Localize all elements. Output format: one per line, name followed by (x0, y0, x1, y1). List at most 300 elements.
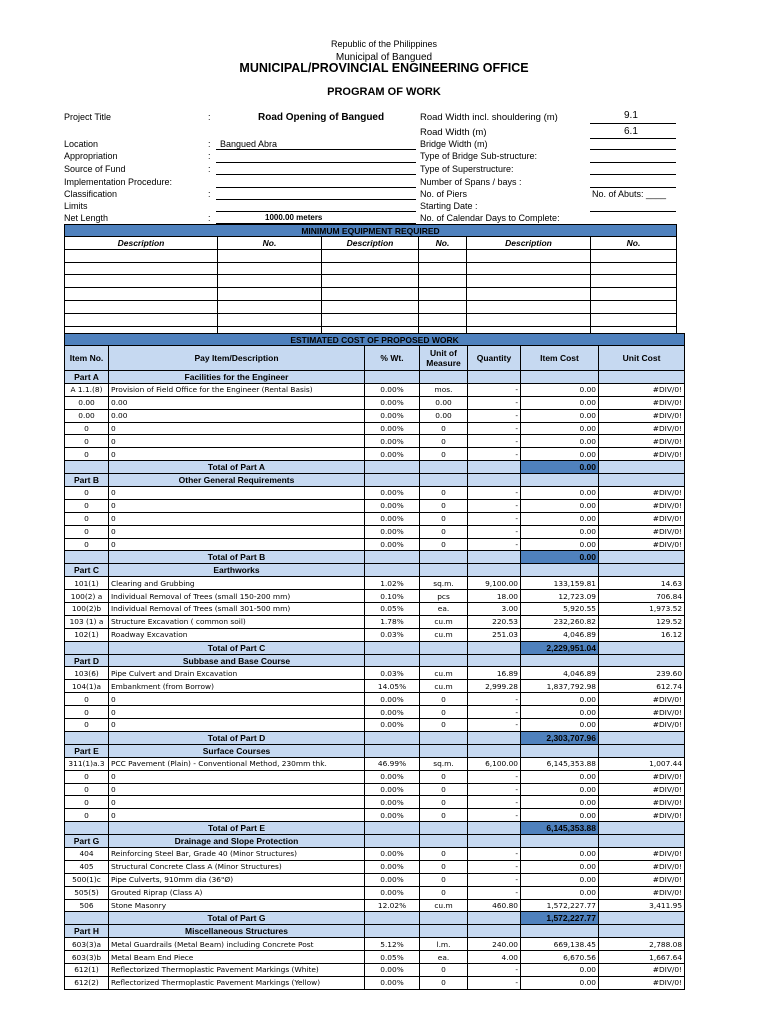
table-cell: 0 (65, 693, 109, 706)
empty-cell (468, 474, 521, 487)
empty-cell (599, 641, 685, 654)
table-cell: 0 (420, 512, 468, 525)
equipment-table (64, 224, 677, 339)
table-cell: 0 (65, 487, 109, 500)
table-cell: 220.53 (468, 615, 521, 628)
table-cell: 0 (65, 499, 109, 512)
empty-cell (365, 551, 420, 564)
table-cell: 0.00 (521, 487, 599, 500)
empty-cell (365, 641, 420, 654)
part-label: Part A (65, 371, 109, 384)
table-cell: 0.00% (365, 538, 420, 551)
total-label: Total of Part A (109, 461, 365, 474)
empty-cell (599, 822, 685, 835)
table-cell: 0.00 (521, 719, 599, 732)
table-cell: 5.12% (365, 938, 420, 951)
table-cell: - (468, 435, 521, 448)
table-cell: 0.00 (521, 770, 599, 783)
bridge-width-label: Bridge Width (m) (420, 139, 488, 149)
empty-cell (521, 474, 599, 487)
table-cell: 0 (420, 847, 468, 860)
table-cell: - (468, 499, 521, 512)
table-cell: 1,007.44 (599, 757, 685, 770)
empty-cell (420, 744, 468, 757)
table-cell: Individual Removal of Trees (small 301-500 mm) (109, 603, 365, 616)
table-cell: A 1.1.(8) (65, 383, 109, 396)
empty-cell (420, 474, 468, 487)
part-label: Part C (65, 564, 109, 577)
classification-field (216, 199, 416, 200)
table-row (65, 667, 685, 680)
table-cell: 4,046.89 (521, 628, 599, 641)
superstructure-label: Type of Superstructure: (420, 164, 514, 174)
colon: : (208, 112, 211, 122)
empty-cell (420, 461, 468, 474)
table-cell: - (468, 512, 521, 525)
table-cell: 12,723.09 (521, 590, 599, 603)
table-cell: 0.05% (365, 603, 420, 616)
table-cell: Embankment (from Borrow) (109, 680, 365, 693)
empty-cell (65, 822, 109, 835)
table-cell: #DIV/0! (599, 538, 685, 551)
table-cell: Clearing and Grubbing (109, 577, 365, 590)
table-cell: - (468, 383, 521, 396)
table-cell: 1,572,227.77 (521, 899, 599, 912)
empty-cell (365, 925, 420, 938)
table-cell: 0.00 (521, 512, 599, 525)
table-cell: 0.00 (109, 409, 365, 422)
table-cell: 0.00 (521, 693, 599, 706)
starting-date-field (590, 211, 676, 212)
table-cell: 0 (109, 719, 365, 732)
table-row (65, 783, 685, 796)
total-row (65, 551, 685, 564)
table-cell: 239.60 (599, 667, 685, 680)
table-cell: 4,046.89 (521, 667, 599, 680)
table-cell: 0 (109, 809, 365, 822)
table-cell: 669,138.45 (521, 938, 599, 951)
equip-row (65, 313, 677, 326)
location-value: Bangued Abra (220, 139, 278, 149)
table-cell: 0 (109, 693, 365, 706)
table-cell: 0 (420, 963, 468, 976)
equip-col-description: Description (467, 237, 591, 250)
table-cell: 0 (65, 770, 109, 783)
table-cell: 0.00 (521, 706, 599, 719)
table-row (65, 847, 685, 860)
table-cell: 0.00 (521, 860, 599, 873)
table-cell: #DIV/0! (599, 499, 685, 512)
table-cell: - (468, 487, 521, 500)
empty-cell (468, 925, 521, 938)
table-cell: PCC Pavement (Plain) - Conventional Method, 230mm thk. (109, 757, 365, 770)
colon: : (208, 164, 211, 174)
empty-cell (365, 835, 420, 848)
table-cell: #DIV/0! (599, 383, 685, 396)
empty-cell (521, 564, 599, 577)
table-cell: Pipe Culverts, 910mm dia (36"Ø) (109, 873, 365, 886)
table-cell: Stone Masonry (109, 899, 365, 912)
table-row (65, 538, 685, 551)
empty-cell (420, 835, 468, 848)
table-cell: 0.00 (420, 409, 468, 422)
implementation-label: Implementation Procedure: (64, 177, 173, 187)
col-item-no: Item No. (65, 346, 109, 371)
empty-cell (468, 835, 521, 848)
table-cell: 0.00 (521, 886, 599, 899)
table-row (65, 499, 685, 512)
calendar-days-label: No. of Calendar Days to Complete: (420, 213, 560, 223)
table-cell: 706.84 (599, 590, 685, 603)
table-cell: 0.00 (521, 422, 599, 435)
empty-cell (599, 912, 685, 925)
table-cell: 603(3)a (65, 938, 109, 951)
table-cell: 0.00% (365, 422, 420, 435)
equip-row (65, 262, 677, 275)
table-cell: 0 (109, 435, 365, 448)
table-cell: 612(1) (65, 963, 109, 976)
table-cell: 0.00 (521, 383, 599, 396)
table-cell: 0.00 (420, 396, 468, 409)
table-cell: #DIV/0! (599, 409, 685, 422)
table-cell: 0 (109, 422, 365, 435)
table-cell: 0 (420, 809, 468, 822)
table-cell: 0.03% (365, 628, 420, 641)
part-label: Part E (65, 744, 109, 757)
table-cell: - (468, 448, 521, 461)
empty-cell (420, 654, 468, 667)
table-cell: 0.00% (365, 499, 420, 512)
table-cell: 0 (420, 448, 468, 461)
part-header-row (65, 654, 685, 667)
part-label: Part B (65, 474, 109, 487)
table-cell: 0 (420, 422, 468, 435)
table-cell: cu.m (420, 899, 468, 912)
table-row (65, 512, 685, 525)
table-cell: 0.00 (109, 396, 365, 409)
road-width-shoulder-label: Road Width incl. shouldering (m) (420, 112, 558, 123)
table-cell: 0.03% (365, 667, 420, 680)
table-cell: #DIV/0! (599, 525, 685, 538)
empty-cell (420, 912, 468, 925)
table-cell: Metal Guardrails (Metal Beam) including Concrete Post (109, 938, 365, 951)
table-cell: 0.00% (365, 706, 420, 719)
table-cell: 5,920.55 (521, 603, 599, 616)
empty-cell (420, 925, 468, 938)
total-value: 0.00 (521, 551, 599, 564)
table-cell: 3.00 (468, 603, 521, 616)
table-cell: 0 (109, 487, 365, 500)
table-cell: 0.00% (365, 770, 420, 783)
road-width-shoulder-field (590, 123, 676, 124)
header-office: MUNICIPAL/PROVINCIAL ENGINEERING OFFICE (239, 61, 529, 75)
table-row (65, 603, 685, 616)
table-cell: #DIV/0! (599, 719, 685, 732)
table-cell: mos. (420, 383, 468, 396)
table-cell: 2,999.28 (468, 680, 521, 693)
table-cell: #DIV/0! (599, 512, 685, 525)
total-row (65, 912, 685, 925)
empty-cell (521, 925, 599, 938)
total-label: Total of Part D (109, 731, 365, 744)
table-row (65, 615, 685, 628)
empty-cell (365, 744, 420, 757)
equip-col-description: Description (322, 237, 419, 250)
table-cell: 0 (420, 719, 468, 732)
table-cell: 9,100.00 (468, 577, 521, 590)
empty-cell (521, 654, 599, 667)
table-cell: #DIV/0! (599, 796, 685, 809)
col-description: Pay Item/Description (109, 346, 365, 371)
table-cell: 404 (65, 847, 109, 860)
col-weight: % Wt. (365, 346, 420, 371)
limits-field (216, 211, 416, 212)
table-cell: 0 (420, 538, 468, 551)
table-row (65, 628, 685, 641)
table-cell: 0 (420, 525, 468, 538)
table-cell: 16.12 (599, 628, 685, 641)
part-name: Drainage and Slope Protection (109, 835, 365, 848)
equip-row (65, 288, 677, 301)
table-cell: 0 (420, 706, 468, 719)
table-cell: Roadway Excavation (109, 628, 365, 641)
table-cell: 0 (65, 512, 109, 525)
table-cell: - (468, 873, 521, 886)
total-row (65, 641, 685, 654)
table-cell: Reflectorized Thermoplastic Pavement Markings (White) (109, 963, 365, 976)
table-row (65, 448, 685, 461)
empty-cell (468, 912, 521, 925)
table-cell: Grouted Riprap (Class A) (109, 886, 365, 899)
table-cell: 0 (65, 538, 109, 551)
table-cell: - (468, 976, 521, 989)
table-cell: 0 (420, 783, 468, 796)
part-header-row (65, 564, 685, 577)
cost-table (64, 333, 685, 990)
table-cell: 0 (65, 809, 109, 822)
table-cell: 0.05% (365, 951, 420, 964)
table-cell: 0.00% (365, 860, 420, 873)
location-label: Location (64, 139, 99, 149)
table-cell: 100(2) a (65, 590, 109, 603)
empty-cell (420, 822, 468, 835)
table-cell: Pipe Culvert and Drain Excavation (109, 667, 365, 680)
header-municipal: Municipal of Bangued (335, 52, 433, 63)
source-field (216, 174, 416, 175)
equip-row (65, 275, 677, 288)
col-quantity: Quantity (468, 346, 521, 371)
table-cell: 0 (420, 873, 468, 886)
empty-cell (65, 461, 109, 474)
table-cell: #DIV/0! (599, 963, 685, 976)
table-cell: 0 (65, 796, 109, 809)
table-cell: 0.00% (365, 783, 420, 796)
table-cell: 612.74 (599, 680, 685, 693)
table-cell: #DIV/0! (599, 448, 685, 461)
table-cell: 0.00% (365, 435, 420, 448)
empty-cell (468, 654, 521, 667)
table-cell: #DIV/0! (599, 487, 685, 500)
part-name: Facilities for the Engineer (109, 371, 365, 384)
table-cell: 0.00 (521, 847, 599, 860)
table-cell: 603(3)b (65, 951, 109, 964)
total-label: Total of Part E (109, 822, 365, 835)
table-cell: 0.00% (365, 796, 420, 809)
part-label: Part G (65, 835, 109, 848)
table-cell: - (468, 963, 521, 976)
table-cell: - (468, 409, 521, 422)
table-cell: 0 (420, 860, 468, 873)
table-cell: 0.00 (65, 409, 109, 422)
table-cell: 506 (65, 899, 109, 912)
table-cell: 103(6) (65, 667, 109, 680)
empty-cell (468, 461, 521, 474)
table-cell: - (468, 706, 521, 719)
table-cell: 0.00 (521, 448, 599, 461)
total-row (65, 822, 685, 835)
table-cell: 0.00 (521, 976, 599, 989)
empty-cell (468, 564, 521, 577)
spans-label: Number of Spans / bays : (420, 177, 522, 187)
table-cell: pcs (420, 590, 468, 603)
table-cell: - (468, 847, 521, 860)
road-width-value: 6.1 (624, 126, 638, 137)
empty-cell (468, 371, 521, 384)
table-cell: - (468, 719, 521, 732)
empty-cell (468, 731, 521, 744)
net-length-label: Net Length (64, 213, 109, 223)
abuts-label: No. of Abuts: ____ (592, 189, 667, 199)
empty-cell (365, 654, 420, 667)
table-cell: 0.00 (65, 396, 109, 409)
table-cell: 100(2)b (65, 603, 109, 616)
table-cell: - (468, 796, 521, 809)
table-cell: 0 (109, 770, 365, 783)
table-cell: - (468, 538, 521, 551)
empty-cell (599, 461, 685, 474)
table-cell: ea. (420, 603, 468, 616)
table-row (65, 809, 685, 822)
total-value: 2,303,707.96 (521, 731, 599, 744)
table-cell: 0.00 (521, 873, 599, 886)
table-row (65, 435, 685, 448)
project-title-value: Road Opening of Bangued (258, 112, 385, 123)
table-row (65, 719, 685, 732)
table-cell: 612(2) (65, 976, 109, 989)
equipment-title: MINIMUM EQUIPMENT REQUIRED (65, 225, 677, 237)
table-cell: - (468, 396, 521, 409)
table-row (65, 525, 685, 538)
table-cell: 1,667.64 (599, 951, 685, 964)
table-cell: 0 (109, 499, 365, 512)
table-cell: 101(1) (65, 577, 109, 590)
table-cell: - (468, 886, 521, 899)
table-cell: 6,145,353.88 (521, 757, 599, 770)
colon: : (208, 151, 211, 161)
total-value: 0.00 (521, 461, 599, 474)
empty-cell (468, 822, 521, 835)
table-cell: 1,973.52 (599, 603, 685, 616)
table-row (65, 770, 685, 783)
table-cell: 0 (420, 693, 468, 706)
empty-cell (65, 551, 109, 564)
table-cell: - (468, 422, 521, 435)
appropriation-label: Appropriation (64, 151, 118, 161)
table-cell: 0.00% (365, 886, 420, 899)
location-field (216, 149, 416, 150)
empty-cell (599, 551, 685, 564)
piers-label: No. of Piers (420, 189, 468, 199)
table-cell: - (468, 693, 521, 706)
table-cell: #DIV/0! (599, 396, 685, 409)
table-cell: - (468, 783, 521, 796)
table-cell: 460.80 (468, 899, 521, 912)
equip-col-description: Description (65, 237, 218, 250)
spans-field (590, 187, 676, 188)
project-title-label: Project Title (64, 112, 112, 122)
source-of-fund-label: Source of Fund (64, 164, 126, 174)
table-row (65, 577, 685, 590)
table-cell: 0.00% (365, 976, 420, 989)
table-cell: 0.00% (365, 396, 420, 409)
table-cell: cu.m (420, 680, 468, 693)
road-width-label: Road Width (m) (420, 127, 487, 138)
empty-cell (468, 744, 521, 757)
empty-cell (365, 731, 420, 744)
table-cell: 0.00 (521, 796, 599, 809)
table-cell: - (468, 809, 521, 822)
total-value: 2,229,951.04 (521, 641, 599, 654)
table-cell: 0 (420, 487, 468, 500)
empty-cell (599, 744, 685, 757)
table-cell: Reflectorized Thermoplastic Pavement Markings (Yellow) (109, 976, 365, 989)
empty-cell (365, 371, 420, 384)
table-cell: #DIV/0! (599, 693, 685, 706)
table-cell: 0.00 (521, 396, 599, 409)
total-row (65, 731, 685, 744)
table-cell: #DIV/0! (599, 435, 685, 448)
empty-cell (365, 822, 420, 835)
table-cell: 0.00% (365, 963, 420, 976)
classification-label: Classification (64, 189, 118, 199)
table-row (65, 590, 685, 603)
table-cell: Reinforcing Steel Bar, Grade 40 (Minor Structures) (109, 847, 365, 860)
empty-cell (420, 551, 468, 564)
empty-cell (599, 654, 685, 667)
table-cell: 0 (420, 796, 468, 809)
table-cell: 2,788.08 (599, 938, 685, 951)
road-width-field (590, 138, 676, 139)
table-cell: 0 (65, 448, 109, 461)
road-width-shoulder-value: 9.1 (624, 110, 638, 121)
table-cell: 0 (109, 448, 365, 461)
table-cell: 0.00% (365, 847, 420, 860)
table-row (65, 860, 685, 873)
table-cell: 0 (109, 512, 365, 525)
part-name: Subbase and Base Course (109, 654, 365, 667)
table-cell: 0.00% (365, 719, 420, 732)
empty-cell (599, 474, 685, 487)
table-cell: #DIV/0! (599, 770, 685, 783)
table-cell: #DIV/0! (599, 847, 685, 860)
table-cell: 104(1)a (65, 680, 109, 693)
table-row (65, 680, 685, 693)
table-row (65, 409, 685, 422)
col-unit-cost: Unit Cost (599, 346, 685, 371)
equip-col-no: No. (591, 237, 677, 250)
table-row (65, 873, 685, 886)
table-cell: 0.00 (521, 783, 599, 796)
